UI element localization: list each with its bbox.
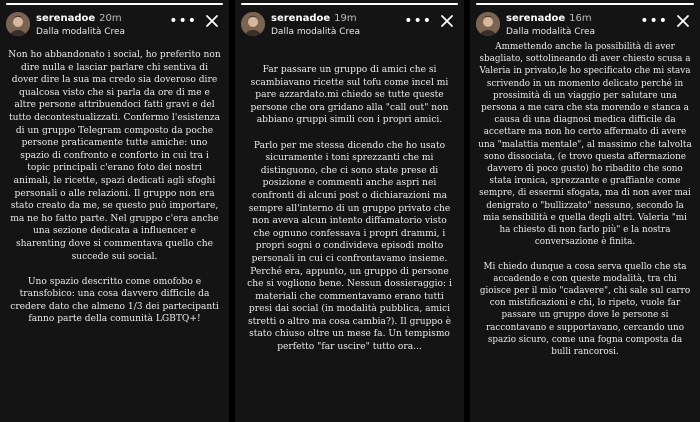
story-paragraph: Ammettendo anche la possibilità di aver sbagliato, sottolineando di aver chiesto scusa a Valeria in privato,le ho specificato che mi stava scrivendo in un momento delicato perché in prossimità di un viaggio per salutare una persona a me cara che sta morendo e stanca a causa di una diagnosi medica difficile da accettare ma non ho certo affermato di avere una "malattia mentale", al massimo che talvolta sono dissociata, (e trovo questa affermazione davvero di poco gusto) ho ribadito che sono stata ironica, sprezzante e graffiante come sempre, di essermi sfogata, ma di non aver mai denigrato o "bullizzato" nessuno, secondo la mia sensibilità e quella degli altri. Valeria "mi ha chiesto di non farlo più" e la nostra conversazione è finita. <box>478 42 692 248</box>
story-paragraph: Non ho abbandonato i social, ho preferito non dire nulla e lasciar parlare chi sentiva di dover dire la sua ma credo sia doveroso dire qualcosa visto che si parla da ore di me e altre persone attribuendoci fatti gravi e del tutto decontestualizzati. Confermo l'esistenza di un gruppo Telegram composto da poche persone praticamente tutte amiche: uno spazio di confronto e conforto in cui tra i topic principali c'erano foto dei nostri animali, le ricette, spazi dedicati agli sfoghi personali o alle relazioni. Il gruppo non era stato creato da me, se questo può importare, ma ne ho fatto parte. Nel gruppo c'era anche una sezione dedicata a influencer e sharenting dove si commentava quello che succede sui social. <box>8 50 221 262</box>
close-icon[interactable] <box>440 13 454 27</box>
more-options-icon[interactable]: ••• <box>640 13 668 29</box>
story-progress-bar <box>241 3 458 5</box>
story-text <box>8 49 221 326</box>
story-time: 19m <box>334 13 357 24</box>
story-time: 16m <box>569 13 592 24</box>
story-time: 20m <box>99 13 122 24</box>
story-panel-1[interactable] <box>0 0 229 422</box>
more-options-icon[interactable]: ••• <box>404 13 432 29</box>
story-text <box>243 64 456 354</box>
story-progress-bar <box>6 3 223 5</box>
story-paragraph: Mi chiedo dunque a cosa serva quello che sta accadendo e con queste modalità, tra chi gioisce per il mio "cadavere", chi sale sul carro con mistificazioni e chi, lo ripeto, vuole far passare un gruppo dove le persone si raccontavano e supportavano, cercando uno spazio sicuro, come una fogna composta da bulli rancorosi. <box>479 261 691 358</box>
story-subtitle: Dalla modalità Crea <box>271 27 361 37</box>
username[interactable]: serenadoe 16m <box>506 13 592 24</box>
story-header <box>476 10 694 40</box>
story-subtitle: Dalla modalità Crea <box>506 27 596 37</box>
avatar[interactable] <box>241 12 265 36</box>
story-paragraph: Far passare un gruppo di amici che si scambiavano ricette sul tofu come incel mi pare azzardato.mi chiedo se tutte queste persone che ora gridano alla "call out" non abbiano gruppi simili con i propri amici. <box>250 65 449 126</box>
avatar[interactable] <box>6 12 30 36</box>
story-subtitle: Dalla modalità Crea <box>36 27 126 37</box>
story-progress-bar <box>476 3 694 5</box>
story-header <box>241 10 458 40</box>
story-paragraph: Parlo per me stessa dicendo che ho usato sicuramente i toni sprezzanti che mi distinguono, che ci sono state prese di posizione e commenti anche aspri nei confronti di alcuni post o dichiarazioni ma sempre all'interno di un gruppo privato che non aveva alcun intento diffamatorio visto che ognuno confessava i propri drammi, i propri sogni o condivideva episodi molto personali in cui ci confrontavamo insieme. Perché era, appunto, un gruppo di persone che si vogliono bene. Nessun dossieraggio: i materiali che commentavamo erano tutti presi dai social (in modalità pubblica, amici stretti o altro ma cosa cambia?). Il gruppo è stato chiuso oltre un mese fa. Un tempismo perfetto "far uscire" tutto ora... <box>247 140 452 353</box>
username[interactable]: serenadoe 19m <box>271 13 357 24</box>
story-text <box>478 41 692 370</box>
username[interactable]: serenadoe 20m <box>36 13 122 24</box>
close-icon[interactable] <box>676 13 690 27</box>
story-panel-2[interactable] <box>235 0 464 422</box>
avatar[interactable] <box>476 12 500 36</box>
story-panel-3[interactable] <box>470 0 700 422</box>
story-paragraph: Uno spazio descritto come omofobo e transfobico: una cosa davvero difficile da credere dato che almeno 1/3 dei partecipanti fanno parte della comunità LGBTQ+! <box>10 276 219 325</box>
close-icon[interactable] <box>205 13 219 27</box>
story-header <box>6 10 223 40</box>
more-options-icon[interactable]: ••• <box>169 13 197 29</box>
